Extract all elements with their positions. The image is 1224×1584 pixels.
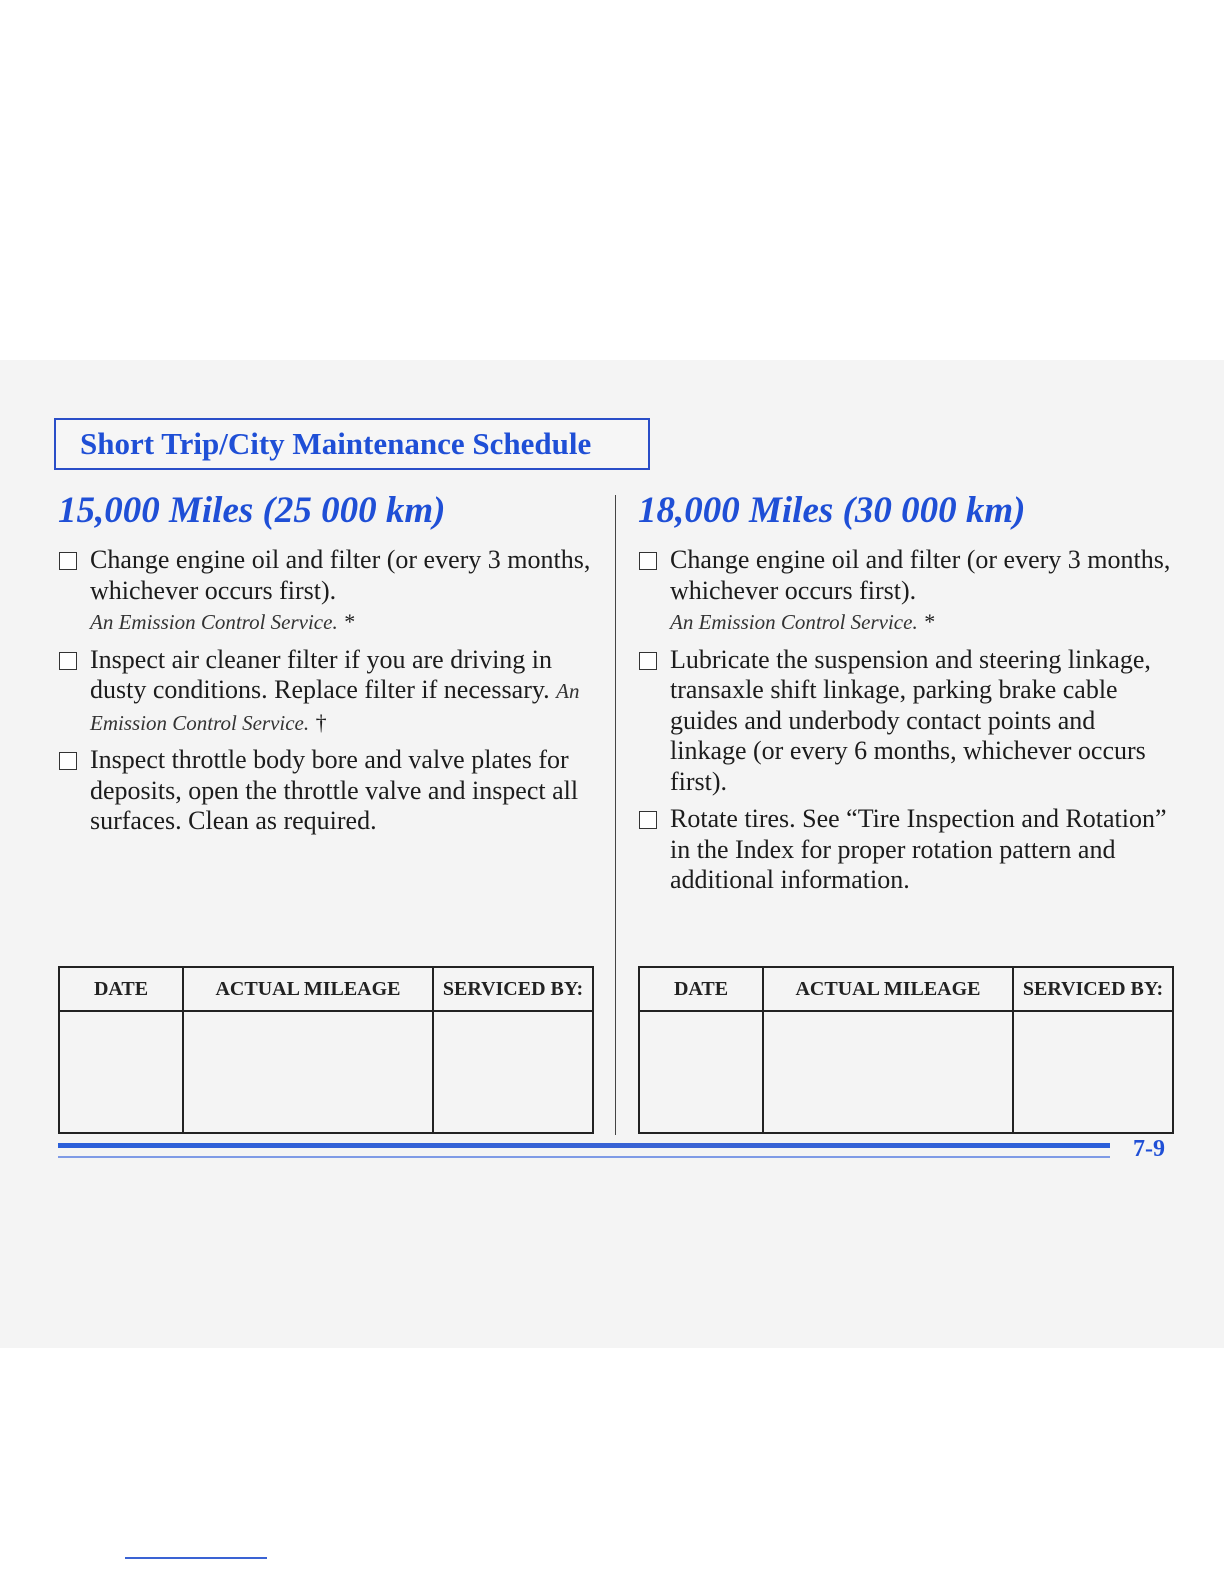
column-divider xyxy=(615,495,616,1135)
footnote-symbol: * xyxy=(924,609,936,634)
schedule-title: Short Trip/City Maintenance Schedule xyxy=(80,426,592,461)
service-text: Change engine oil and filter (or every 3 months, whichever occurs first). xyxy=(670,545,1171,605)
bottom-scan-mark xyxy=(125,1557,267,1559)
date-cell[interactable] xyxy=(59,1011,183,1133)
emission-note: An Emission Control Service. xyxy=(90,610,338,634)
service-item xyxy=(58,645,598,739)
service-text: Rotate tires. See “Tire Inspection and Rotation” in the Index for proper rotation pattern and additional information. xyxy=(670,804,1167,894)
service-log-table-15000 xyxy=(58,966,594,1134)
interval-title-18000: 18,000 Miles (30 000 km) xyxy=(638,490,1026,531)
emission-note: An Emission Control Service. xyxy=(90,679,580,735)
interval-15000-column xyxy=(58,487,598,844)
service-text: Inspect throttle body bore and valve plates for deposits, open the throttle valve and inspect all surfaces. Clean as required. xyxy=(90,745,579,835)
service-item xyxy=(638,645,1178,798)
actual-mileage-cell[interactable] xyxy=(183,1011,433,1133)
actual-mileage-header: ACTUAL MILEAGE xyxy=(183,967,433,1011)
interval-title-15000: 15,000 Miles (25 000 km) xyxy=(58,490,446,531)
page-number: 7-9 xyxy=(1133,1136,1165,1162)
footnote-symbol: * xyxy=(344,609,356,634)
date-header: DATE xyxy=(639,967,763,1011)
checkbox[interactable] xyxy=(639,552,657,570)
service-text: Inspect air cleaner filter if you are driving in dusty conditions. Replace filter if necessary. xyxy=(90,644,553,704)
service-item xyxy=(638,545,1178,638)
serviced-by-header: SERVICED BY: xyxy=(433,967,593,1011)
service-item xyxy=(58,745,598,837)
date-cell[interactable] xyxy=(639,1011,763,1133)
footer-rule xyxy=(58,1143,1110,1148)
checkbox[interactable] xyxy=(639,811,657,829)
checkbox[interactable] xyxy=(59,652,77,670)
footer-rule-thin xyxy=(58,1156,1110,1158)
service-text: Change engine oil and filter (or every 3 months, whichever occurs first). xyxy=(90,545,591,605)
checkbox[interactable] xyxy=(59,552,77,570)
service-log-table-18000 xyxy=(638,966,1174,1134)
checkbox[interactable] xyxy=(59,752,77,770)
interval-18000-column xyxy=(638,487,1178,903)
actual-mileage-cell[interactable] xyxy=(763,1011,1013,1133)
serviced-by-cell[interactable] xyxy=(1013,1011,1173,1133)
schedule-header-box xyxy=(54,418,650,470)
footnote-symbol: † xyxy=(315,709,327,735)
service-item xyxy=(638,804,1178,896)
service-item xyxy=(58,545,598,638)
emission-note: An Emission Control Service. xyxy=(670,610,918,634)
date-header: DATE xyxy=(59,967,183,1011)
serviced-by-header: SERVICED BY: xyxy=(1013,967,1173,1011)
checkbox[interactable] xyxy=(639,652,657,670)
service-text: Lubricate the suspension and steering linkage, transaxle shift linkage, parking brake cable guides and underbody contact points and linkage (or every 6 months, whichever occurs first). xyxy=(670,644,1151,796)
serviced-by-cell[interactable] xyxy=(433,1011,593,1133)
actual-mileage-header: ACTUAL MILEAGE xyxy=(763,967,1013,1011)
